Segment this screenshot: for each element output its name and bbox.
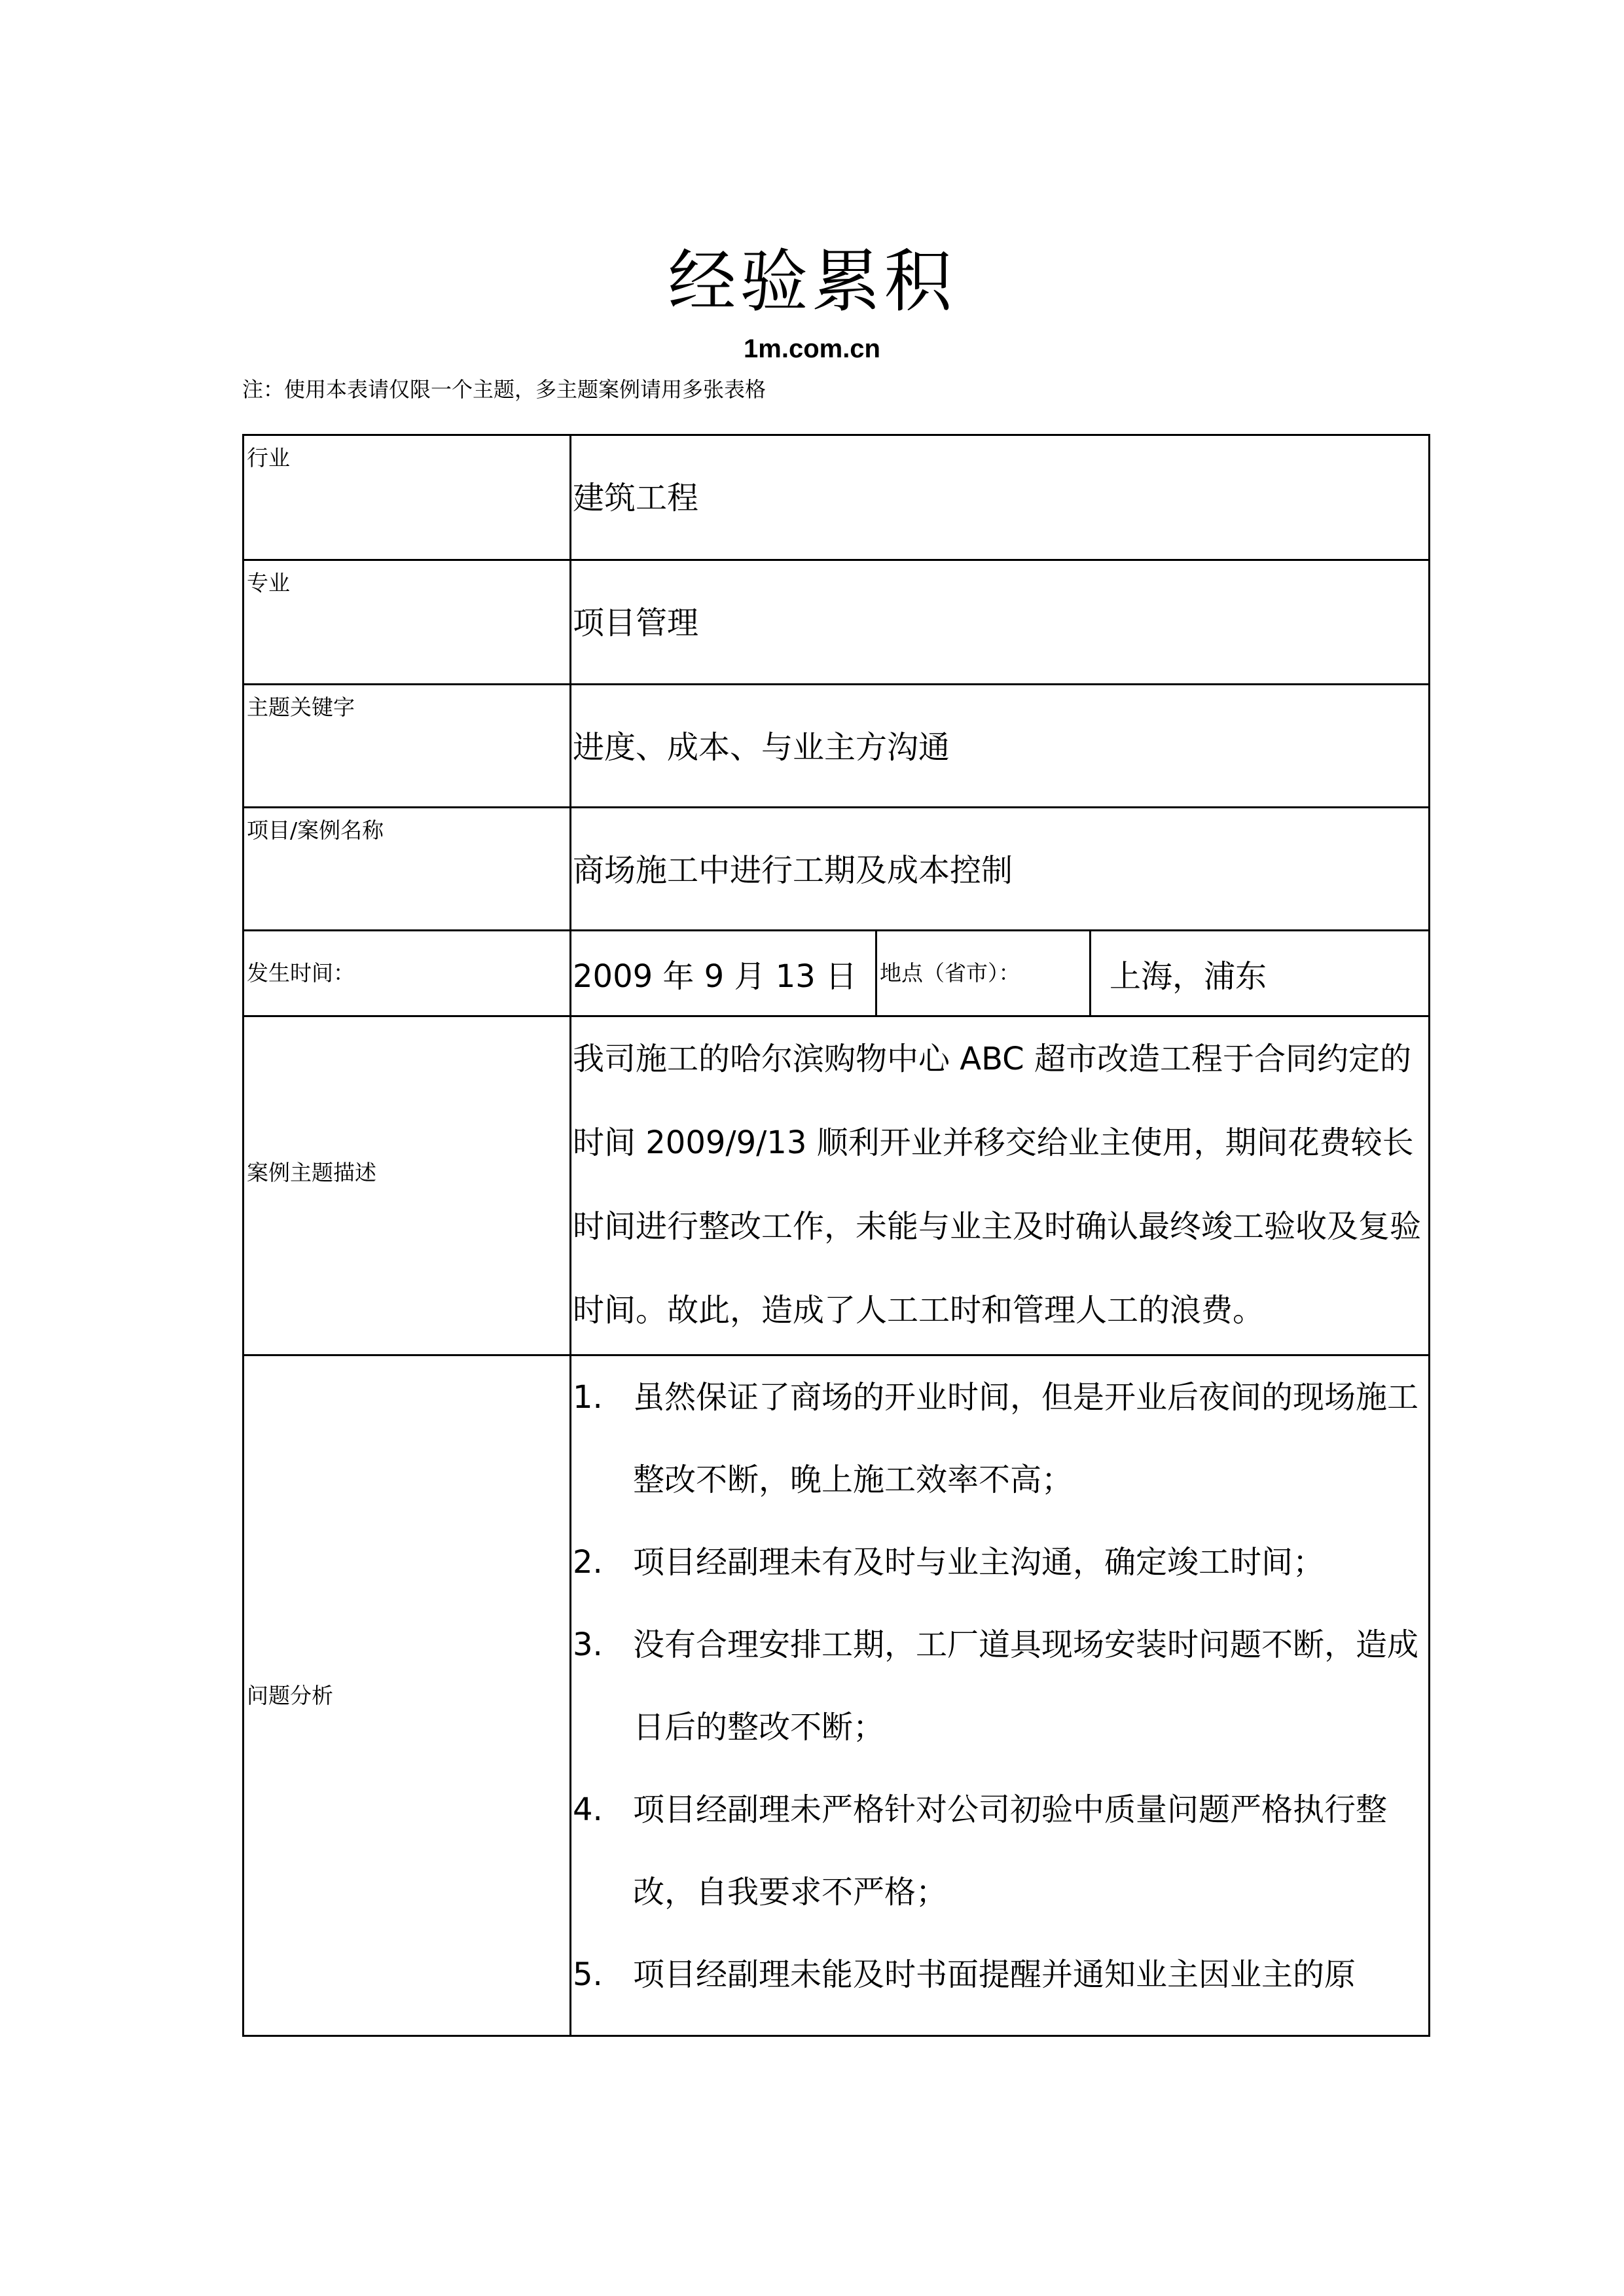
time-label: 发生时间： — [242, 929, 571, 1017]
list-item-number: 4. — [573, 1791, 603, 1828]
list-item-text: 虽然保证了商场的开业时间，但是开业后夜间的现场施工整改不断，晚上施工效率不高； — [633, 1379, 1419, 1498]
keywords-label: 主题关键字 — [242, 683, 571, 808]
list-item-number: 2. — [573, 1544, 603, 1581]
list-item — [573, 1933, 1428, 2016]
industry-label: 行业 — [242, 434, 571, 561]
document-title: 经验累积 — [668, 242, 956, 321]
analysis-value — [569, 1354, 1430, 2037]
list-item-number: 1. — [573, 1379, 603, 1416]
usage-note: 注：使用本表请仅限一个主题，多主题案例请用多张表格 — [242, 377, 767, 402]
list-item — [573, 1604, 1428, 1768]
specialty-label: 专业 — [242, 559, 571, 685]
keywords-value: 进度、成本、与业主方沟通 — [569, 683, 1430, 808]
case-name-label: 项目/案例名称 — [242, 806, 571, 931]
list-item-text: 项目经副理未严格针对公司初验中质量问题严格执行整改，自我要求不严格； — [633, 1791, 1388, 1910]
description-value: 我司施工的哈尔滨购物中心 ABC 超市改造工程于合同约定的时间 2009/9/13 顺利开业并移交给业主使用，期间花费较长时间进行整改工作，未能与业主及时确认最终竣工验收及复验时间。故此，造成了人工工时和管理人工的浪费。 — [569, 1015, 1430, 1356]
list-item-text: 项目经副理未能及时书面提醒并通知业主因业主的原 — [633, 1956, 1356, 1993]
list-item — [573, 1768, 1428, 1933]
place-label: 地点（省市）： — [875, 929, 1091, 1017]
list-item-text: 没有合理安排工期，工厂道具现场安装时问题不断，造成日后的整改不断； — [633, 1626, 1419, 1746]
analysis-label: 问题分析 — [242, 1354, 571, 2037]
list-item-text: 项目经副理未有及时与业主沟通，确定竣工时间； — [633, 1544, 1325, 1581]
analysis-list — [573, 1356, 1428, 2016]
case-name-value: 商场施工中进行工期及成本控制 — [569, 806, 1430, 931]
place-value: 上海，浦东 — [1089, 929, 1430, 1017]
description-label: 案例主题描述 — [242, 1015, 571, 1356]
list-item-number: 3. — [573, 1626, 603, 1663]
specialty-value: 项目管理 — [569, 559, 1430, 685]
document-subtitle: 1m.com.cn — [744, 334, 880, 363]
time-value: 2009 年 9 月 13 日 — [569, 929, 877, 1017]
industry-value: 建筑工程 — [569, 434, 1430, 561]
list-item — [573, 1356, 1428, 1521]
list-item — [573, 1521, 1428, 1604]
list-item-number: 5. — [573, 1956, 603, 1993]
